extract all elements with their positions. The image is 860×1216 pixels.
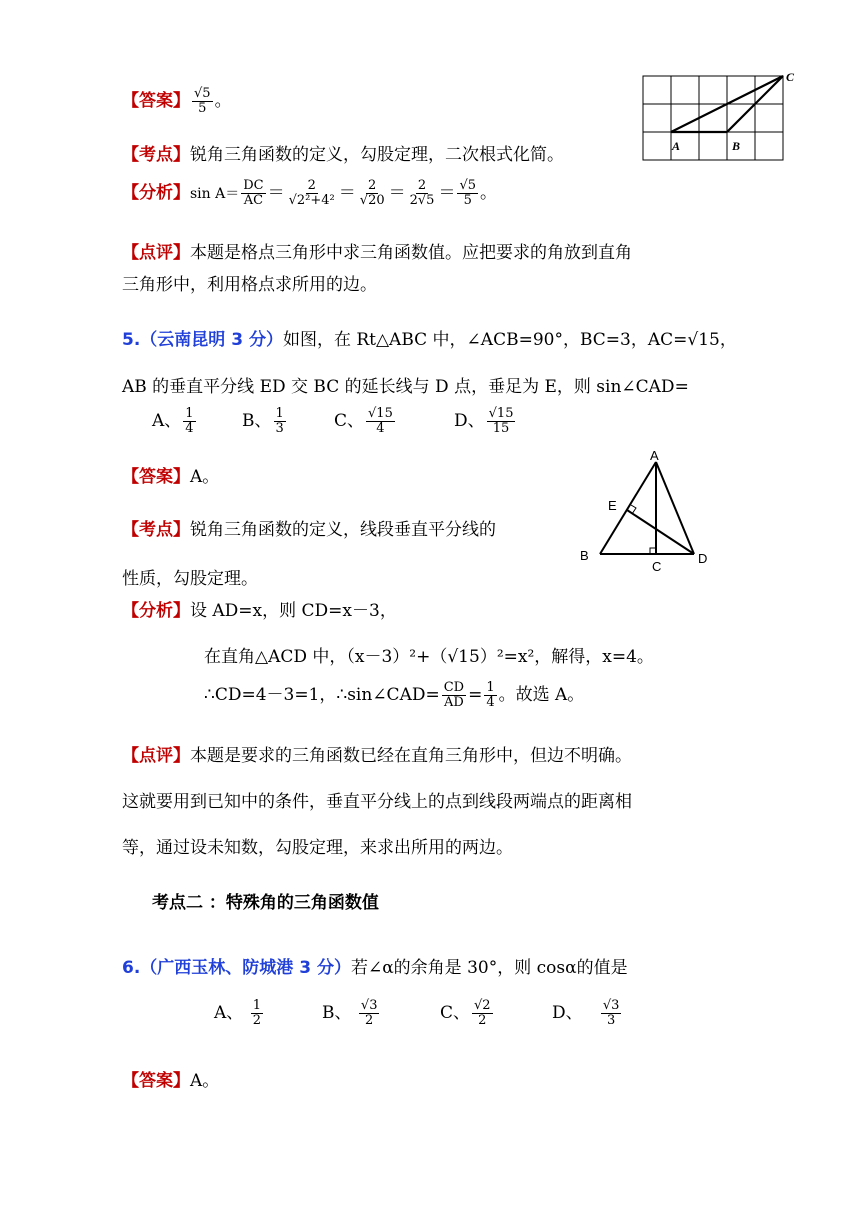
q6-source: 6.（广西玉林、防城港 3 分）	[122, 958, 351, 978]
grid-lines	[643, 76, 783, 160]
label-d: D	[698, 551, 708, 566]
q6-options	[214, 998, 623, 1028]
q5-stem-2: AB 的垂直平分线 ED 交 BC 的延长线与 D 点，垂足为 E，则 sin∠CAD=	[122, 377, 689, 397]
fenxi-tag: 【分析】	[122, 183, 190, 203]
right-angle-marks	[631, 505, 656, 554]
label-e: E	[608, 498, 617, 513]
fenxi-frac-cd-ad: $\frac{CD}{AD}$	[443, 679, 465, 710]
q5-options	[152, 406, 517, 436]
grid-triangle-figure	[640, 70, 800, 166]
fenxi-frac-1: $\frac{DC}{AC}$	[243, 177, 264, 208]
q4-fenxi-line: 【分析】sin A＝ $\frac{DC}{AC}$ ＝ $\frac{2}{\text{√2²+4²}}$ ＝ $\frac{2}{√20}$ ＝ $\frac{2}{2√5}$ ＝ $\frac{√5}{5}$ 。	[122, 177, 497, 208]
answer-tag: 【答案】	[122, 91, 190, 111]
q6-option-d: D、 $\frac{√3}{3}$	[552, 997, 620, 1028]
q5-dianping: 【点评】本题是要求的三角函数已经在直角三角形中，但边不明确。 这就要用到已知中的条件，垂直平分线上的点到线段两端点的距离相 等，通过设未知数，勾股定理，来求出所用的两边。	[122, 746, 632, 858]
q5-answer-line: 【答案】A。	[122, 467, 220, 487]
fenxi-frac-3: $\frac{2}{√20}$	[359, 177, 385, 208]
label-b: B	[580, 548, 589, 563]
q6-option-b: B、 $\frac{√3}{2}$	[322, 997, 378, 1028]
label-a: A	[672, 139, 681, 153]
q5-fenxi-line3: ∴CD=4－3=1，∴sin∠CAD= $\frac{CD}{AD}$ = $\frac{1}{4}$ 。故选 A。	[204, 679, 585, 710]
q5-source: 5.（云南昆明 3 分）	[122, 330, 283, 350]
dianping-tag: 【点评】	[122, 243, 190, 263]
kaodian-text: 锐角三角函数的定义，勾股定理，二次根式化简。	[190, 145, 564, 165]
q5-option-b: B、 $\frac{1}{3}$	[242, 405, 284, 436]
q5-option-d: D、 $\frac{√15}{15}$	[454, 405, 514, 436]
q6-option-c: C、 $\frac{√2}{2}$	[440, 997, 491, 1028]
q4-kaodian-line	[122, 140, 564, 165]
q5-stem-1: 如图，在 Rt△ABC 中，∠ACB=90°，BC=3，AC=√15，	[282, 330, 737, 350]
fenxi-frac-2: $\frac{2}{\text{√2²+4²}}$	[288, 177, 335, 208]
fenxi-frac-5: $\frac{√5}{5}$	[459, 177, 476, 208]
q6-option-a: A、 $\frac{1}{2}$	[214, 997, 261, 1028]
section-heading: 考点二 ：特殊角的三角函数值	[152, 893, 379, 913]
kaodian-tag: 【考点】	[122, 145, 190, 165]
q4-answer-line: 【答案】 $\frac{√5}{5}$ 。	[122, 85, 232, 116]
q6-answer-line: 【答案】A。	[122, 1071, 220, 1091]
q5-option-a: A、 $\frac{1}{4}$	[152, 405, 194, 436]
label-c: C	[786, 70, 795, 84]
q5-option-c: C、 $\frac{√15}{4}$	[334, 405, 393, 436]
label-c: C	[652, 559, 662, 574]
q6-stem: 若∠α的余角是 30°，则 cosα的值是	[350, 958, 628, 978]
triangle-acd-figure	[576, 444, 716, 578]
answer-fraction: $\frac{√5}{5}$	[194, 85, 211, 116]
fenxi-frac-4: $\frac{2}{2√5}$	[409, 177, 435, 208]
q5-fenxi-line2: 在直角△ACD 中，（x－3）²+（√15）²=x²，解得，x=4。	[204, 647, 654, 667]
fenxi-frac-1-4: $\frac{1}{4}$	[486, 679, 495, 710]
q6-stem-line	[122, 953, 628, 978]
label-a: A	[650, 448, 659, 463]
q5-kaodian: 【考点】锐角三角函数的定义，线段垂直平分线的 性质，勾股定理。	[122, 520, 496, 590]
q5-stem-line2	[122, 372, 689, 397]
q5-stem-line1	[122, 325, 737, 350]
q5-fenxi-line1: 【分析】设 AD=x，则 CD=x－3，	[122, 601, 397, 621]
label-b: B	[732, 139, 741, 153]
q4-dianping: 【点评】本题是格点三角形中求三角函数值。应把要求的角放到直角 三角形中，利用格点求所用的边。	[122, 243, 632, 296]
